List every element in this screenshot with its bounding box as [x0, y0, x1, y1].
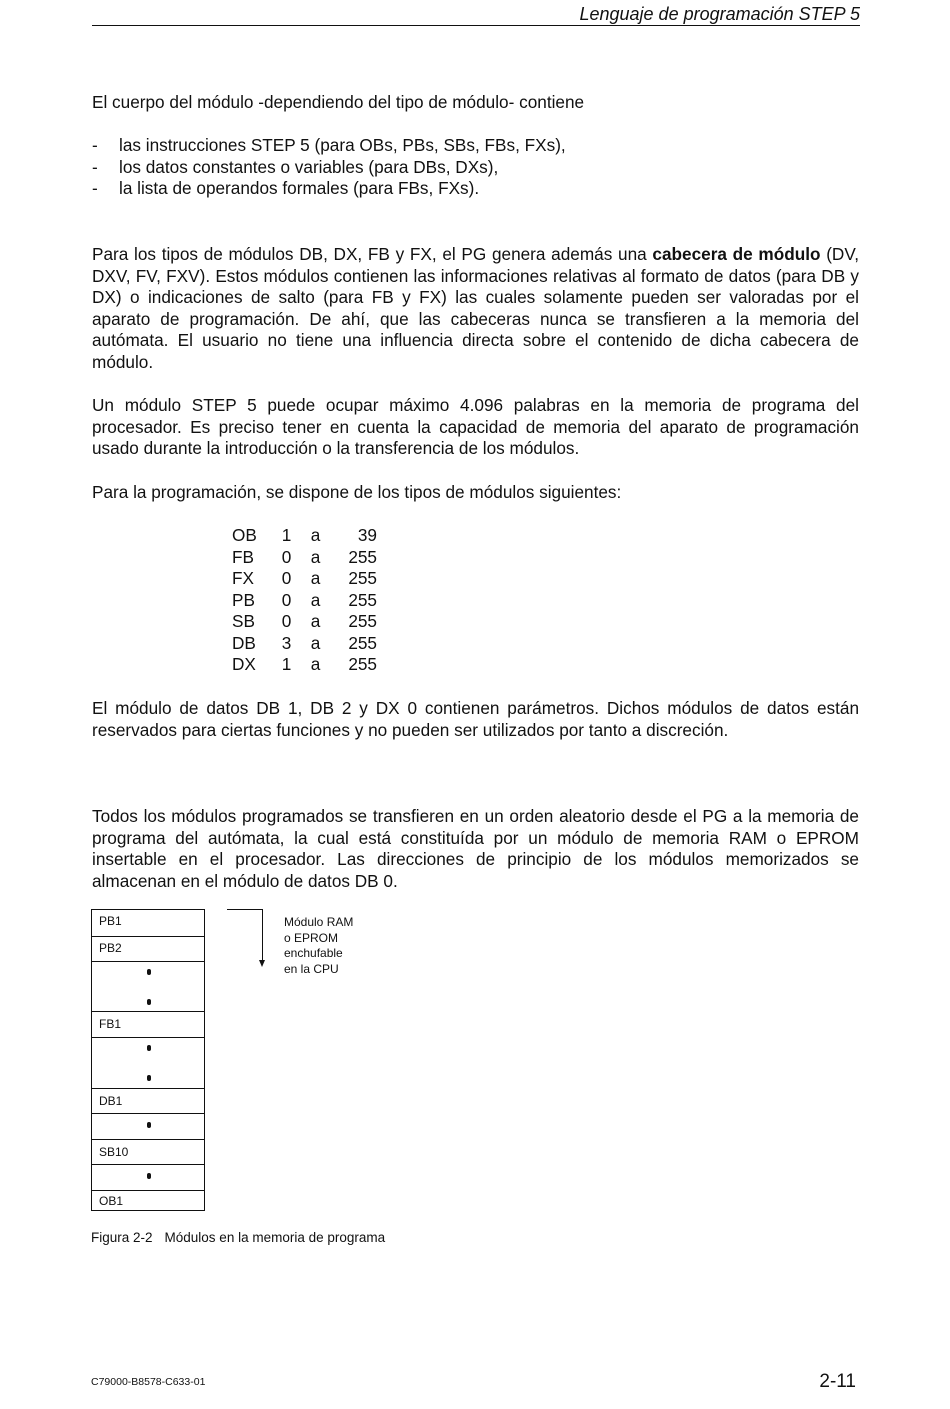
header-title: Lenguaje de programación STEP 5	[579, 4, 860, 24]
module-header-text-before: Para los tipos de módulos DB, DX, FB y FX, el PG genera además una	[92, 244, 653, 264]
list-item-text: las instrucciones STEP 5 (para OBs, PBs, SBs, FBs, FXs),	[119, 135, 566, 155]
ram-label-line: enchufable	[284, 946, 343, 960]
module-size-paragraph: Un módulo STEP 5 puede ocupar máximo 4.096 palabras en la memoria de programa del procesador. Es preciso tener en cuenta la capacidad de memoria del aparato de programación usado durante la introducción o la transferencia de los módulos.	[92, 395, 859, 458]
module-header-text-after: (DV, DXV, FV, FXV). Estos módulos contienen las informaciones relativas al formato de datos (para DB y DX) o indicaciones de salto (para FB y FX) las cuales solamente pueden ser valoradas por el aparato de programación. De ahí, que las cabeceras nunca se transfieren a la memoria del autómata. El usuario no tiene una influencia directa sobre el contenido de dicha cabecera de módulo.	[92, 244, 860, 372]
transfer-paragraph: Todos los módulos programados se transfieren en un orden aleatorio desde el PG a la memoria de programa del autómata, la cual está constituída por un módulo de memoria RAM o EPROM insertable en el procesador. Las direcciones de principio de los módulos memorizados se almacenan en el módulo de datos DB 0.	[92, 806, 859, 891]
module-range-from: 0	[281, 546, 292, 567]
table-row	[232, 590, 377, 612]
module-types-table	[232, 525, 377, 676]
figure-number: Figura 2-2	[91, 1230, 153, 1245]
list-dash: -	[92, 156, 98, 177]
module-range-to: 255	[348, 632, 377, 653]
module-type: DX	[232, 654, 256, 674]
module-range-from: 0	[281, 568, 292, 588]
bracket-line	[227, 909, 263, 910]
module-range-to: 255	[348, 654, 377, 674]
module-range-to: 255	[348, 589, 377, 610]
table-row	[232, 568, 377, 590]
module-range-from: 1	[281, 654, 292, 674]
ellipsis-dot	[147, 1045, 151, 1051]
memory-cell-label: PB2	[99, 941, 122, 955]
page-number: 2-11	[819, 1371, 856, 1392]
header-rule	[92, 25, 860, 26]
ram-label-line: o EPROM	[284, 930, 339, 945]
list-item-text: los datos constantes o variables (para DBs, DXs),	[119, 156, 499, 177]
ram-label-line: Módulo RAM	[284, 915, 354, 929]
ram-label-line: en la CPU	[284, 961, 339, 976]
list-item	[92, 135, 859, 157]
module-range-sep: a	[310, 525, 321, 545]
ellipsis-dot	[147, 969, 151, 975]
ellipsis-dot	[147, 1173, 151, 1179]
module-type: OB	[232, 525, 257, 545]
module-header-term: cabecera de módulo	[652, 244, 821, 264]
module-header-paragraph	[92, 244, 859, 373]
memory-cell-label: OB1	[99, 1194, 124, 1208]
memory-cell	[92, 1190, 204, 1210]
list-item	[92, 157, 859, 179]
list-item-text: la lista de operandos formales (para FBs, FXs).	[119, 178, 480, 198]
bracket-arrow-line	[262, 909, 263, 961]
module-range-sep: a	[310, 611, 321, 631]
list-dash: -	[92, 135, 98, 155]
module-range-sep: a	[310, 568, 321, 588]
memory-cell-label: SB10	[99, 1145, 129, 1159]
memory-cell-gap	[92, 1164, 204, 1190]
table-row	[232, 654, 377, 676]
memory-cell-gap	[92, 1037, 204, 1088]
module-range-from: 0	[281, 611, 292, 631]
memory-cell	[92, 910, 204, 936]
arrow-down-icon	[259, 960, 265, 967]
module-type: DB	[232, 632, 256, 653]
list-item	[92, 178, 859, 200]
program-memory-block	[91, 909, 205, 1211]
content-list	[92, 135, 859, 200]
module-type: PB	[232, 589, 255, 610]
module-range-to: 255	[348, 611, 377, 631]
memory-cell-label: DB1	[99, 1094, 123, 1108]
table-row	[232, 525, 377, 547]
memory-cell-gap	[92, 1113, 204, 1139]
module-type: SB	[232, 611, 255, 631]
table-row	[232, 633, 377, 655]
memory-cell	[92, 936, 204, 961]
memory-cell-label: PB1	[99, 914, 122, 928]
figure-caption-text: Módulos en la memoria de programa	[164, 1230, 386, 1245]
module-types-intro: Para la programación, se dispone de los tipos de módulos siguientes:	[92, 482, 622, 502]
module-range-from: 3	[281, 632, 292, 653]
table-row	[232, 547, 377, 569]
memory-cell	[92, 1011, 204, 1037]
module-range-to: 255	[348, 546, 377, 567]
module-type: FX	[232, 568, 254, 588]
memory-cell-label: FB1	[99, 1017, 122, 1031]
memory-cell	[92, 1139, 204, 1164]
memory-cell-gap	[92, 961, 204, 1011]
module-range-from: 1	[281, 525, 292, 545]
figure-caption	[91, 1230, 385, 1245]
list-dash: -	[92, 178, 98, 198]
memory-cell	[92, 1088, 204, 1113]
document-code: C79000-B8578-C633-01	[91, 1376, 206, 1388]
ellipsis-dot	[147, 1075, 151, 1081]
ellipsis-dot	[147, 999, 151, 1005]
module-range-sep: a	[310, 546, 321, 567]
reserved-modules-paragraph: El módulo de datos DB 1, DB 2 y DX 0 contienen parámetros. Dichos módulos de datos están reservados para ciertas funciones y no pueden ser utilizados por tanto a discreción.	[92, 698, 859, 740]
module-type: FB	[232, 546, 254, 567]
ellipsis-dot	[147, 1122, 151, 1128]
ram-module-label	[284, 915, 353, 977]
intro-paragraph: El cuerpo del módulo -dependiendo del tipo de módulo- contiene	[92, 92, 585, 112]
module-range-sep: a	[310, 632, 321, 653]
table-row	[232, 611, 377, 633]
module-range-to: 39	[357, 525, 377, 545]
module-range-from: 0	[281, 589, 292, 610]
module-range-sep: a	[310, 654, 321, 674]
module-range-sep: a	[310, 589, 321, 610]
module-range-to: 255	[348, 568, 377, 588]
